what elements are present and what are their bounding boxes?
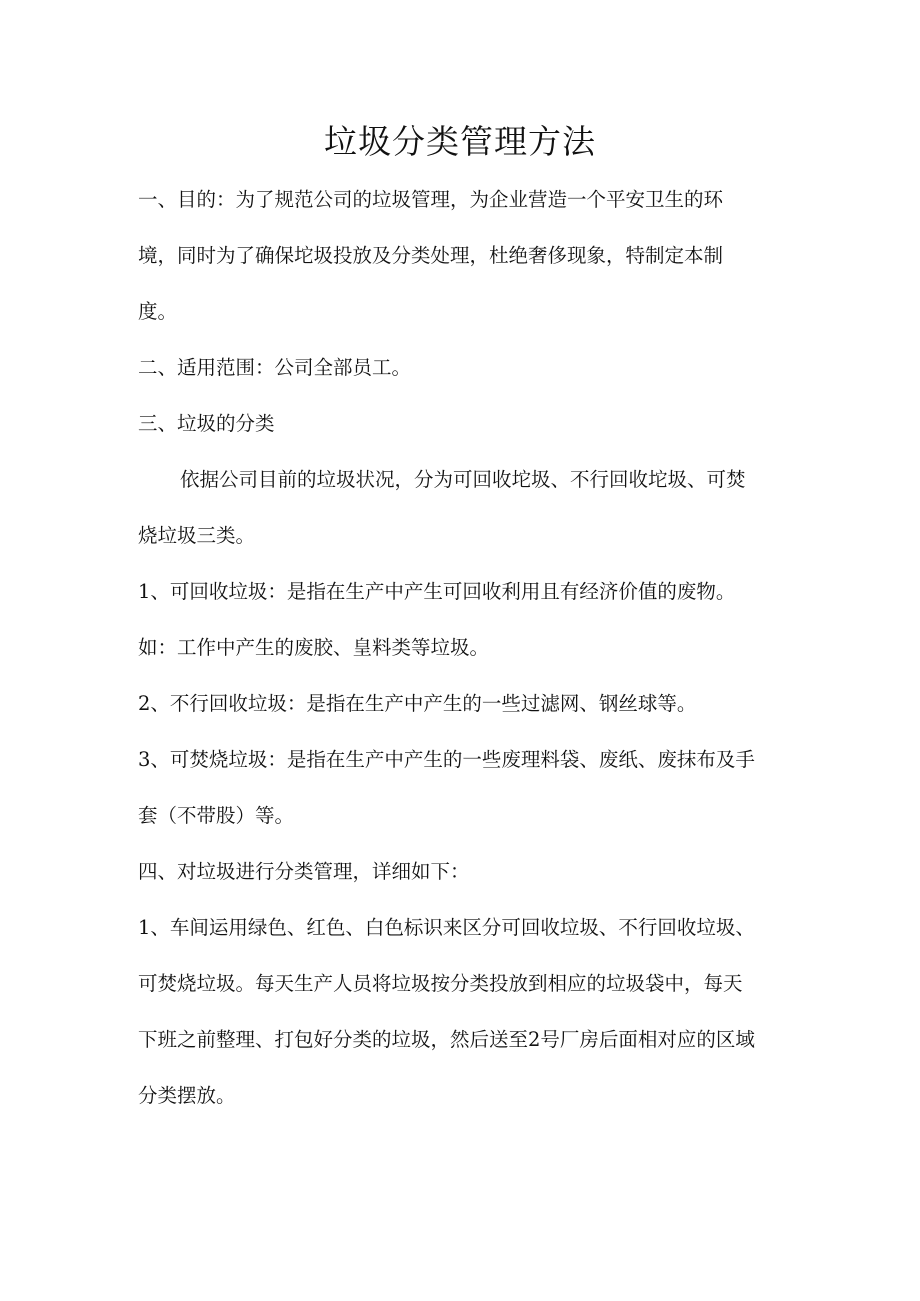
section-3-intro-line-1: 依据公司目前的垃圾状况，分为可回收坨圾、不行回收坨圾、可焚 — [180, 468, 746, 491]
document-title: 垃圾分类管理方法 — [324, 122, 596, 161]
section-1-line-3: 度。 — [138, 300, 178, 323]
section-4-heading: 四、对垃圾进行分类管理，详细如下： — [138, 860, 470, 883]
category-1-line-1: 1、可回收垃圾：是指在生产中产生可回收利用且有经济价值的废物。 — [138, 580, 736, 603]
rule-1-line-1: 1、车间运用绿色、红色、白色标识来区分可回收垃圾、不行回收垃圾、 — [138, 916, 755, 939]
category-3-line-2: 套（不带股）等。 — [138, 804, 295, 827]
rule-1-line-2: 可焚烧垃圾。每天生产人员将垃圾按分类投放到相应的垃圾袋中，每天 — [138, 972, 743, 995]
rule-1-line-3: 下班之前整理、打包好分类的垃圾，然后送至2号厂房后面相对应的区域 — [138, 1028, 755, 1051]
category-1-line-2: 如：工作中产生的废胶、皇料类等垃圾。 — [138, 636, 490, 659]
category-3-line-1: 3、可焚烧垃圾：是指在生产中产生的一些废理料袋、废纸、废抹布及手 — [138, 748, 755, 771]
category-2-line: 2、不行回收垃圾：是指在生产中产生的一些过滤网、钢丝球等。 — [138, 692, 697, 715]
section-2-heading: 二、适用范围：公司全部员工。 — [138, 356, 412, 379]
section-3-heading: 三、垃圾的分类 — [138, 412, 275, 435]
section-1-line-1: 一、目的：为了规范公司的垃圾管理，为企业营造一个平安卫生的环 — [138, 188, 724, 211]
section-1-line-2: 境，同时为了确保坨圾投放及分类处理，杜绝奢侈现象，特制定本制 — [138, 244, 724, 267]
rule-1-line-4: 分类摆放。 — [138, 1084, 236, 1107]
section-3-intro-line-2: 烧垃圾三类。 — [138, 524, 256, 547]
